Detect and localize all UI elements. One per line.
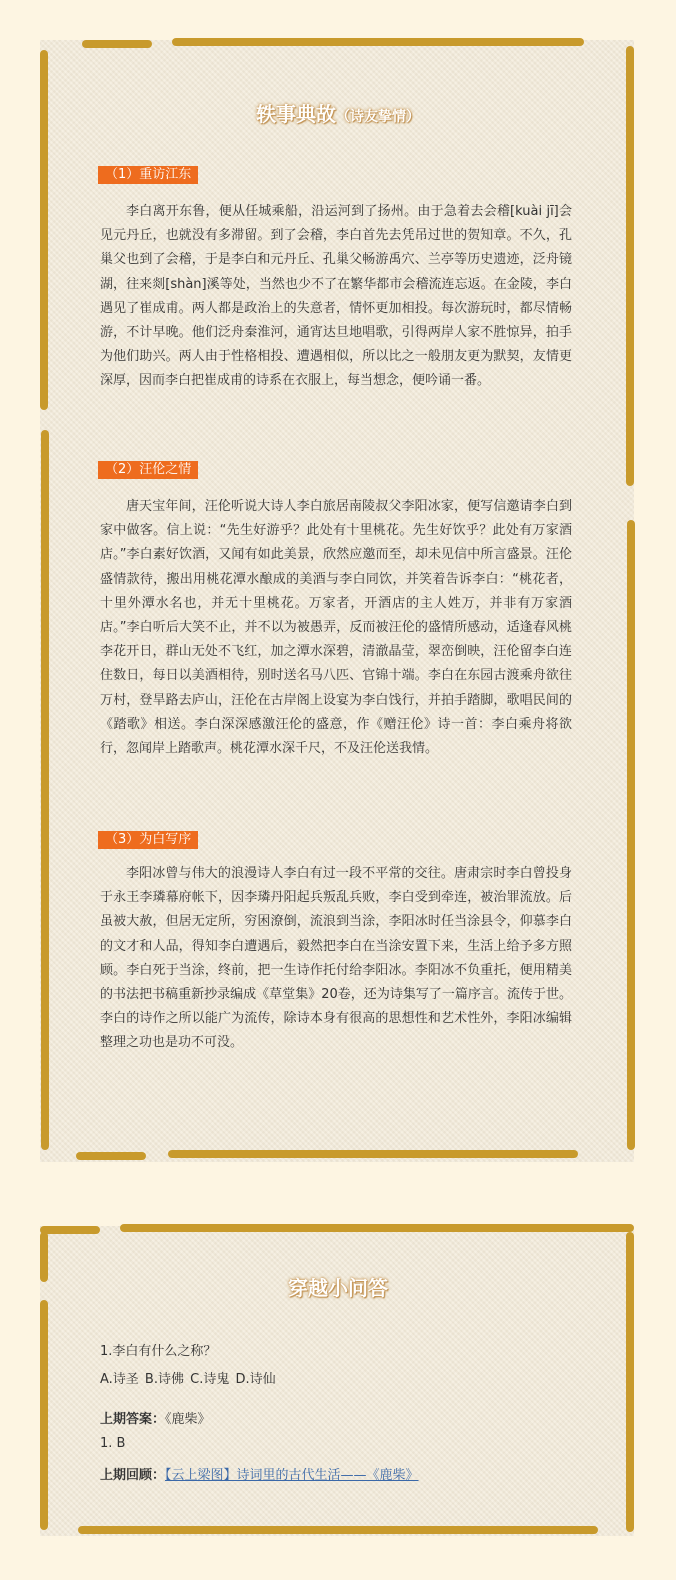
quiz-question: 1.李白有什么之称？: [100, 1344, 217, 1359]
story-tag: （1）重访江东: [98, 166, 198, 184]
story-tag: （2）汪伦之情: [98, 461, 198, 479]
section-title-sub: （诗友挚情）: [336, 109, 420, 125]
previous-review-label: 上期回顾：: [100, 1468, 166, 1483]
quiz-title: 穿越小问答: [288, 1276, 388, 1300]
brush-border-bottom: [76, 1152, 146, 1160]
brush-border-top: [120, 1224, 634, 1232]
previous-review-link[interactable]: 【云上梁图】诗词里的古代生活——《鹿柴》: [165, 1468, 419, 1483]
story-paragraph: 李阳冰曾与伟大的浪漫诗人李白有过一段不平常的交往。唐肃宗时李白曾投身于永王李璘幕府帐下，因李璘丹阳起兵叛乱兵败，李白受到牵连，被治罪流放。后虽被大赦，但居无定所，穷困潦倒，流浪到当涂，李阳冰时任当涂县令，仰慕李白的文才和人品，得知李白遭遇后，毅然把李白在当涂安置下来，生活上给予多方照顾。李白死于当涂，终前，把一生诗作托付给李阳冰。李阳冰不负重托，便用精美的书法把书稿重新抄录编成《草堂集》20卷，还为诗集写了一篇序言。流传于世。李白的诗作之所以能广为流传，除诗本身有很高的思想性和艺术性外，李阳冰编辑整理之功也是功不可没。: [100, 866, 572, 1051]
story-tag: （3）为白写序: [98, 831, 198, 849]
brush-border-left: [40, 1300, 48, 1530]
brush-border-bottom: [78, 1526, 598, 1534]
brush-border-top: [82, 40, 152, 48]
section-title-main: 轶事典故: [256, 102, 336, 126]
previous-answer: [100, 1408, 211, 1427]
previous-answer-label: 上期答案：: [100, 1412, 166, 1427]
story-paragraph: 唐天宝年间，汪伦听说大诗人李白旅居南陵叔父李阳冰家，便写信邀请李白到家中做客。信上说：“先生好游乎？此处有十里桃花。先生好饮乎？此处有万家酒店。”李白素好饮酒，又闻有如此美景，欣然应邀而至，却未见信中所言盛景。汪伦盛情款待，搬出用桃花潭水酿成的美酒与李白同饮，并笑着告诉李白：“桃花者，十里外潭水名也，并无十里桃花。万家者，开酒店的主人姓万，并非有万家酒店。”李白听后大笑不止，并不以为被愚弄，反而被汪伦的盛情所感动，适逢春风桃李花开日，群山无处不飞红，加之潭水深碧，清澈晶莹，翠峦倒映，汪伦留李白连住数日，每日以美酒相待，别时送名马八匹、官锦十端。李白在东园古渡乘舟欲往万村，登旱路去庐山，汪伦在古岸阁上设宴为李白饯行，并拍手踏脚，歌唱民间的《踏歌》相送。李白深深感激汪伦的盛意，作《赠汪伦》诗一首：李白乘舟将欲行，忽闻岸上踏歌声。桃花潭水深千尺，不及汪伦送我情。: [100, 499, 572, 757]
brush-border-top: [172, 38, 584, 46]
previous-answer-item: 1. B: [100, 1436, 126, 1451]
story-paragraph: 李白离开东鲁，便从任城乘船，沿运河到了扬州。由于急着去会稽[kuài jī]会见元丹丘，也就没有多滞留。到了会稽，李白首先去凭吊过世的贺知章。不久，孔巢父也到了会稽，于是李白和元丹丘、孔巢父畅游禹穴、兰亭等历史遗迹，泛舟镜湖，往来剡[shàn]溪等处，当然也少不了在繁华都市会稽流连忘返。在金陵，李白遇见了崔成甫。两人都是政治上的失意者，情怀更加相投。每次游玩时，都尽情畅游，不计早晚。他们泛舟秦淮河，通宵达旦地唱歌，引得两岸人家不胜惊异，拍手为他们助兴。两人由于性格相投、遭遇相似，所以比之一般朋友更为默契，友情更深厚，因而李白把崔成甫的诗系在衣服上，每当想念，便吟诵一番。: [100, 204, 572, 389]
previous-answer-value: 《鹿柴》: [165, 1412, 211, 1427]
brush-border-bottom: [168, 1150, 578, 1158]
brush-border-top: [40, 1226, 100, 1234]
brush-border-left: [41, 430, 49, 1150]
brush-border-right: [627, 520, 635, 1150]
section-title: [0, 98, 676, 127]
quiz-options: A.诗圣 B.诗佛 C.诗鬼 D.诗仙: [100, 1372, 276, 1387]
previous-review: [100, 1464, 419, 1483]
